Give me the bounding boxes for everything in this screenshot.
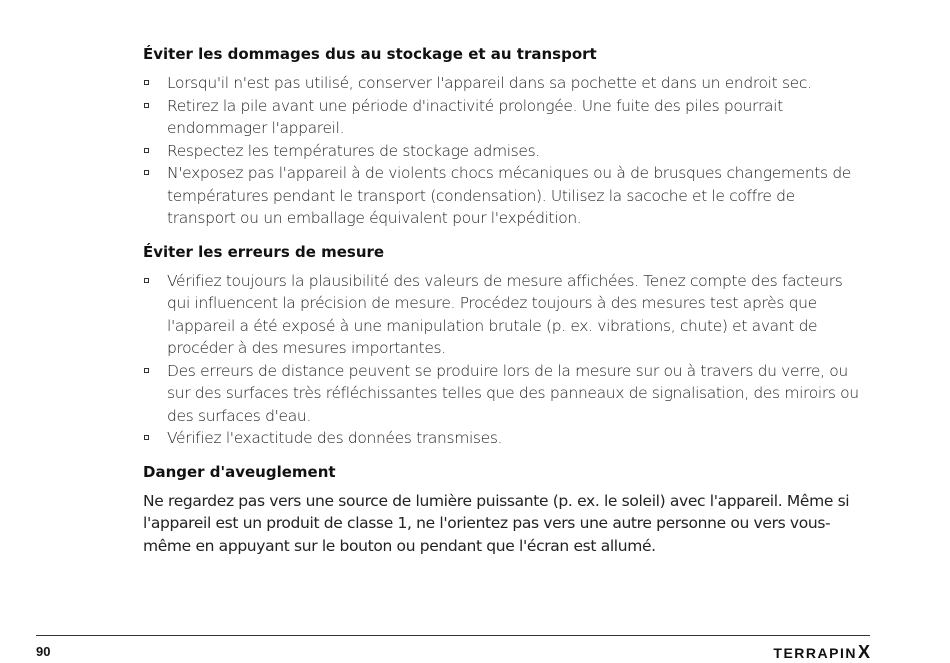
- page-content: [143, 44, 863, 557]
- list-item: Vérifiez toujours la plausibilité des valeurs de mesure affichées. Tenez compte des facteurs qui influencent la précision de mesure. Procédez toujours à des mesures test après que l'appareil a été exposé à une manipulation brutale (p. ex. vibrations, chute) et avant de procéder à des mesures importantes.: [143, 270, 863, 360]
- square-bullet-icon: [144, 170, 149, 175]
- storage-list: [143, 72, 863, 230]
- section-title-storage: Éviter les dommages dus au stockage et au transport: [143, 45, 597, 63]
- brand-logo-suffix: X: [857, 642, 870, 662]
- list-item: Respectez les températures de stockage admises.: [143, 140, 863, 163]
- list-item: Vérifiez l'exactitude des données transmises.: [143, 427, 863, 450]
- blinding-paragraph: Ne regardez pas vers une source de lumière puissante (p. ex. le soleil) avec l'appareil. Même si l'appareil est un produit de classe 1, ne l'orientez pas vers une autre personne ou vers vous-même en appuyant sur le bouton ou pendant que l'écran est allumé.: [143, 491, 850, 555]
- square-bullet-icon: [144, 80, 149, 85]
- section-title-measurement: Éviter les erreurs de mesure: [143, 242, 385, 261]
- measurement-list: [143, 270, 863, 450]
- square-bullet-icon: [144, 103, 149, 108]
- list-item: Lorsqu'il n'est pas utilisé, conserver l'appareil dans sa pochette et dans un endroit sec.: [143, 72, 863, 95]
- square-bullet-icon: [144, 435, 149, 440]
- page-number: 90: [36, 644, 51, 659]
- square-bullet-icon: [144, 368, 149, 373]
- brand-logo: [773, 642, 870, 663]
- section-title-blinding: Danger d'aveuglement: [143, 462, 336, 481]
- square-bullet-icon: [144, 148, 149, 153]
- list-item: N'exposez pas l'appareil à de violents chocs mécaniques ou à de brusques changements de températures pendant le transport (condensation). Utilisez la sacoche et le coffre de transport ou un emballage équivalent pour l'expédition.: [143, 162, 863, 230]
- brand-logo-text: TERRAPIN: [773, 645, 857, 661]
- footer-divider: [36, 635, 870, 636]
- list-item: Des erreurs de distance peuvent se produire lors de la mesure sur ou à travers du verre, ou sur des surfaces très réfléchissantes telles que des panneaux de signalisation, des miroirs ou des surfaces d'eau.: [143, 360, 863, 428]
- list-item: Retirez la pile avant une période d'inactivité prolongée. Une fuite des piles pourrait endommager l'appareil.: [143, 95, 863, 140]
- square-bullet-icon: [144, 278, 149, 283]
